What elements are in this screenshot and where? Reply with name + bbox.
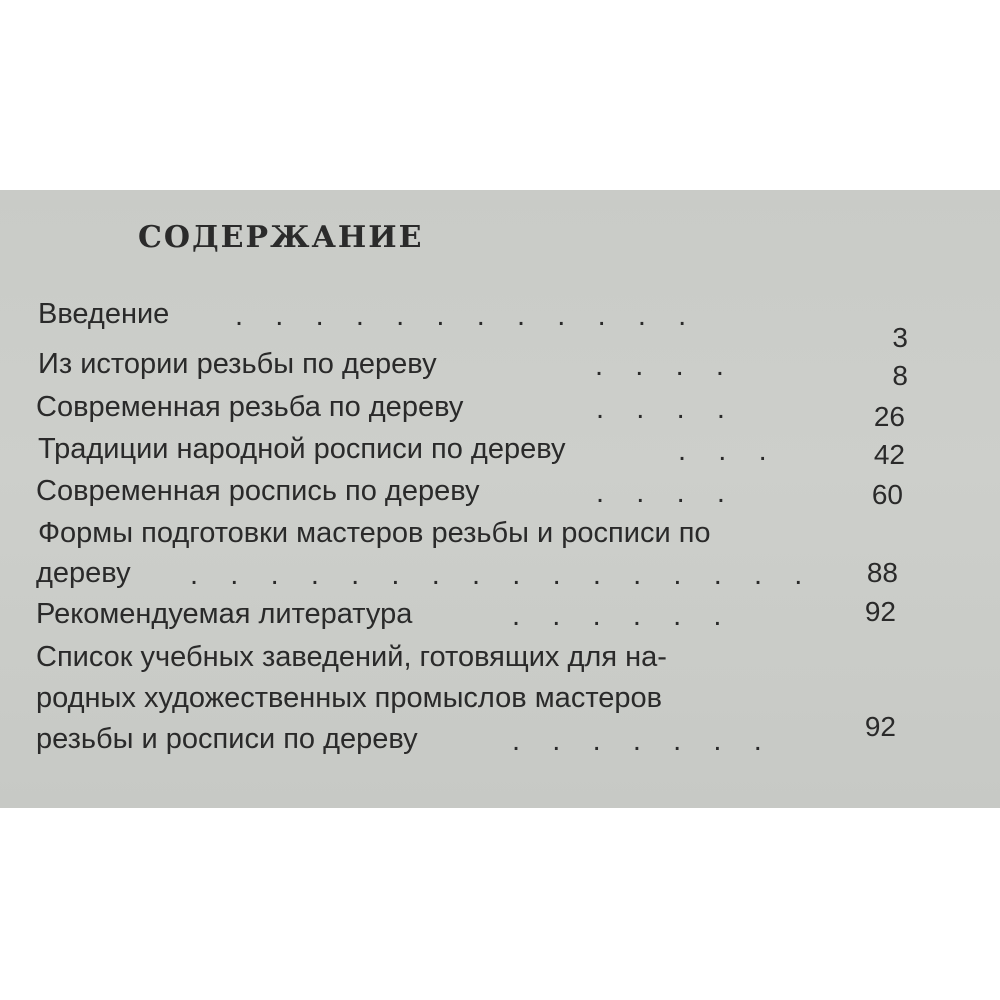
toc-entry-text: Список учебных заведений, готовящих для на- [36,641,667,673]
toc-page-number: 88 [866,557,898,588]
leader-dots: . . . . [595,350,724,382]
toc-page-number: 3 [892,322,908,353]
toc-entry-text: Из истории резьбы по дереву [38,348,437,380]
toc-entry-text: резьбы и росписи по дереву [36,723,418,755]
toc-entry-text: Современная резьба по дереву [36,391,464,423]
toc-list [0,190,1000,808]
leader-dots: . . . . [596,477,725,509]
leader-dots: . . . . [596,393,725,425]
toc-page-number: 42 [873,439,905,470]
leader-dots: . . . . . . . . . . . . . . . . [190,559,803,591]
leader-dots: . . . . . . . . . . . . [235,300,687,332]
toc-page-number: 26 [873,401,905,432]
page-title: СОДЕРЖАНИЕ [138,220,424,255]
toc-entry-text: родных художественных промыслов мастеров [36,682,663,714]
leader-dots: . . . [678,435,767,467]
leader-dots: . . . . . . [512,600,722,632]
toc-page-number: 8 [892,360,908,391]
page-photo [0,190,1000,808]
toc-entry-text: Формы подготовки мастеров резьбы и росписи по [38,517,711,549]
toc-page-number: 92 [864,596,896,627]
toc-page-number: 92 [864,711,896,742]
toc-entry-text: дереву [36,557,131,589]
toc-entry-text: Современная роспись по дереву [36,475,480,507]
toc-entry-text: Введение [38,298,170,330]
leader-dots: . . . . . . . [512,725,762,757]
toc-entry-text: Традиции народной росписи по дереву [38,433,566,465]
toc-entry-text: Рекомендуемая литература [36,598,413,630]
toc-page-number: 60 [871,479,903,510]
